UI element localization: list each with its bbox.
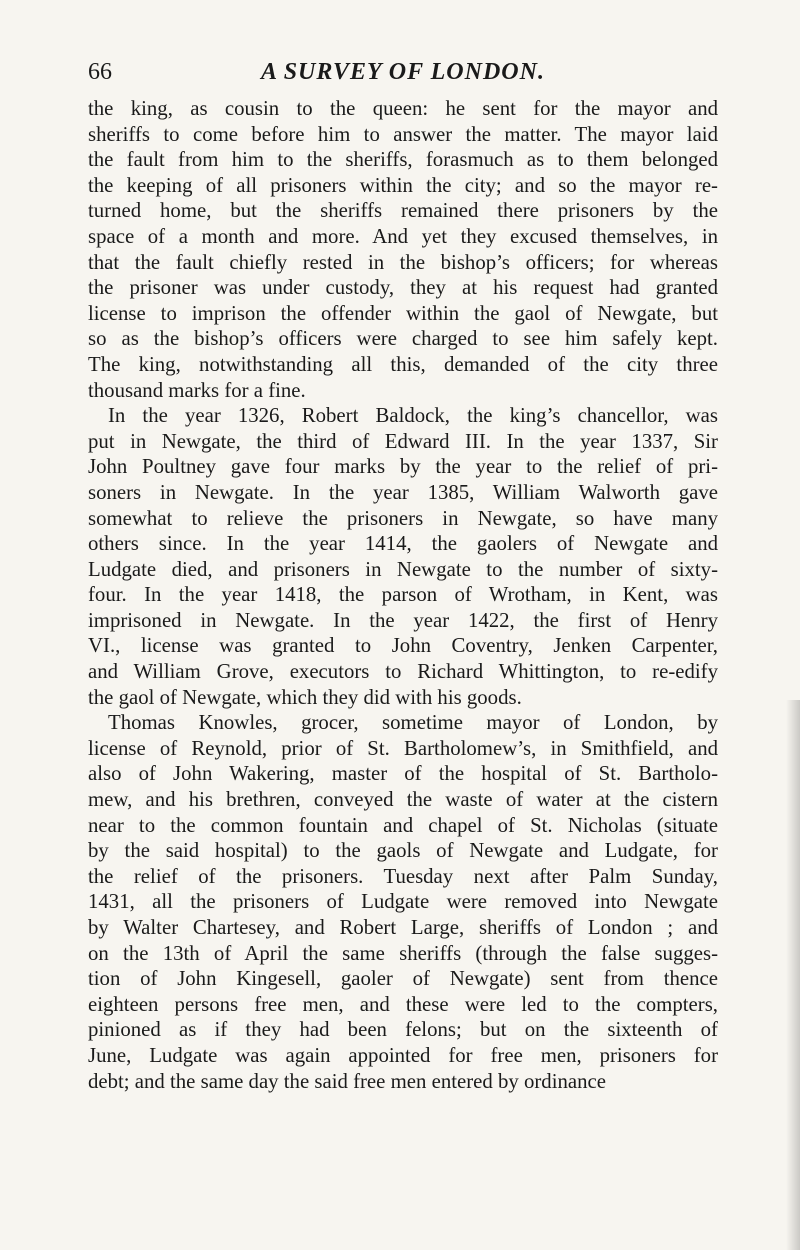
page-number: 66 [88, 59, 112, 85]
text-line: the king, as cousin to the queen: he sent for the mayor and [88, 97, 718, 120]
body-text [88, 96, 718, 1094]
text-line: the fault from him to the sheriffs, forasmuch as to them belonged [88, 148, 718, 172]
text-line: pinioned as if they had been felons; but on the sixteenth of [88, 1018, 718, 1042]
text-line: thousand marks for a fine. [88, 378, 306, 402]
text-line: sheriffs to come before him to answer the matter. The mayor laid [88, 122, 718, 146]
text-line: four. In the year 1418, the parson of Wrotham, in Kent, was [88, 583, 718, 607]
text-line: and William Grove, executors to Richard Whittington, to re-edify [88, 660, 718, 684]
text-line: imprisoned in Newgate. In the year 1422, the first of Henry [88, 608, 718, 632]
running-head: A SURVEY OF LONDON. [261, 59, 545, 85]
text-line: by Walter Chartesey, and Robert Large, sheriffs of London ; and [88, 916, 718, 939]
text-line: license to imprison the offender within the gaol of Newgate, but [88, 301, 718, 325]
text-line: near to the common fountain and chapel of St. Nicholas (situate [88, 813, 718, 837]
text-line: VI., license was granted to John Coventry, Jenken Carpenter, [88, 634, 718, 658]
text-line: also of John Wakering, master of the hospital of St. Bartholo- [88, 762, 718, 786]
text-line: The king, notwithstanding all this, demanded of the city three [88, 352, 718, 376]
text-line: John Poultney gave four marks by the year to the relief of pri- [88, 455, 718, 479]
text-line: turned home, but the sheriffs remained there prisoners by the [88, 199, 718, 223]
text-line: mew, and his brethren, conveyed the waste of water at the cistern [88, 788, 718, 812]
text-line: on the 13th of April the same sheriffs (through the false sugges- [88, 941, 718, 965]
text-line: Thomas Knowles, grocer, sometime mayor of London, by [108, 711, 718, 735]
text-line: June, Ludgate was again appointed for free men, prisoners for [88, 1043, 718, 1067]
page-header [88, 52, 718, 92]
text-line: Ludgate died, and prisoners in Newgate to the number of sixty- [88, 557, 718, 581]
text-line: by the said hospital) to the gaols of Newgate and Ludgate, for [88, 839, 718, 863]
text-line: that the fault chiefly rested in the bishop’s officers; for whereas [88, 250, 718, 274]
text-line: eighteen persons free men, and these were led to the compters, [88, 992, 718, 1016]
text-line: somewhat to relieve the prisoners in Newgate, so have many [88, 506, 718, 530]
text-line: soners in Newgate. In the year 1385, William Walworth gave [88, 480, 718, 504]
text-line: others since. In the year 1414, the gaolers of Newgate and [88, 532, 718, 556]
text-line: 1431, all the prisoners of Ludgate were removed into Newgate [88, 890, 718, 914]
text-line: the gaol of Newgate, which they did with his goods. [88, 685, 522, 709]
text-line: license of Reynold, prior of St. Bartholomew’s, in Smithfield, and [88, 736, 718, 760]
text-line: the keeping of all prisoners within the city; and so the mayor re- [88, 173, 718, 197]
text-line: In the year 1326, Robert Baldock, the king’s chancellor, was [108, 404, 718, 428]
text-line: space of a month and more. And yet they excused themselves, in [88, 224, 718, 248]
page-edge-shadow [786, 700, 800, 1250]
text-line: the relief of the prisoners. Tuesday next after Palm Sunday, [88, 864, 718, 888]
text-line: debt; and the same day the said free men entered by ordinance [88, 1069, 606, 1093]
text-line: so as the bishop’s officers were charged to see him safely kept. [88, 327, 718, 351]
text-line: put in Newgate, the third of Edward III. In the year 1337, Sir [88, 429, 718, 453]
text-line: tion of John Kingesell, gaoler of Newgate) sent from thence [88, 967, 718, 991]
text-line: the prisoner was under custody, they at his request had granted [88, 276, 718, 300]
